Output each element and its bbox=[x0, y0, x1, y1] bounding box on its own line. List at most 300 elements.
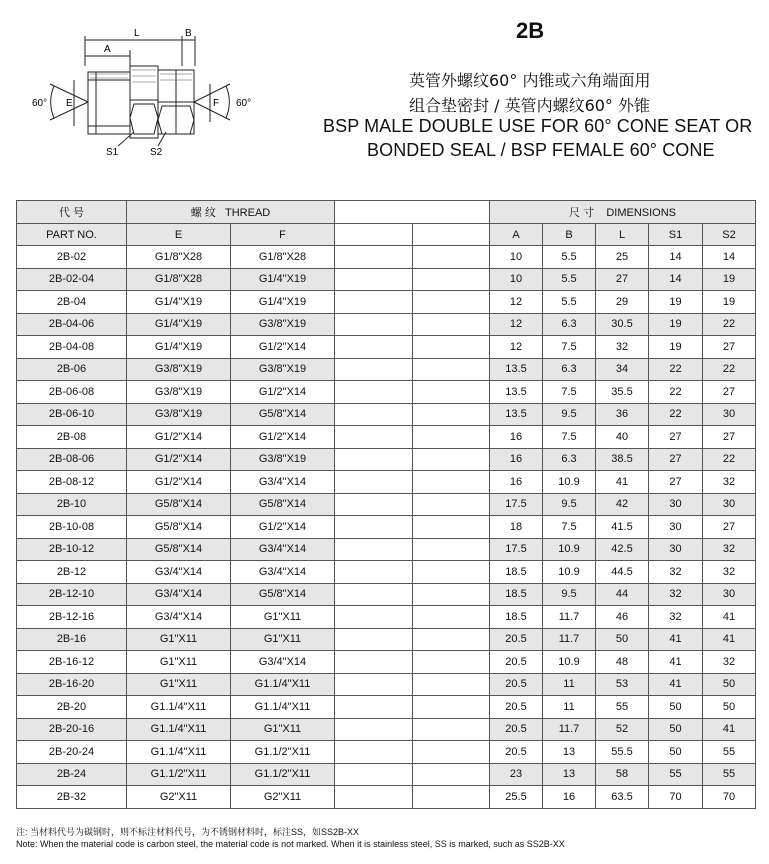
empty-cell bbox=[413, 291, 490, 314]
thread-f-cell: G5/8"X14 bbox=[231, 583, 335, 606]
dim-b-cell: 6.3 bbox=[543, 358, 596, 381]
thread-e-cell: G2"X11 bbox=[127, 786, 231, 809]
part-no-cell: 2B-08 bbox=[17, 426, 127, 449]
dim-s1-cell: 19 bbox=[649, 313, 703, 336]
dim-a-cell: 20.5 bbox=[490, 673, 543, 696]
dim-b-cell: 10.9 bbox=[543, 538, 596, 561]
empty-cell bbox=[413, 448, 490, 471]
empty-cell bbox=[335, 696, 413, 719]
thread-e-cell: G1/4"X19 bbox=[127, 291, 231, 314]
part-no-cell: 2B-02 bbox=[17, 246, 127, 269]
dim-b-cell: 10.9 bbox=[543, 471, 596, 494]
table-row bbox=[17, 628, 756, 651]
empty-cell bbox=[335, 448, 413, 471]
empty-cell bbox=[335, 313, 413, 336]
empty-cell bbox=[335, 561, 413, 584]
dim-b-cell: 9.5 bbox=[543, 403, 596, 426]
dim-a-cell: 16 bbox=[490, 448, 543, 471]
thread-f-cell: G2"X11 bbox=[231, 786, 335, 809]
dim-l-cell: 40 bbox=[596, 426, 649, 449]
dim-s1-cell: 14 bbox=[649, 246, 703, 269]
empty-cell bbox=[335, 718, 413, 741]
dim-s1-cell: 22 bbox=[649, 381, 703, 404]
table-row bbox=[17, 696, 756, 719]
thread-e-cell: G5/8"X14 bbox=[127, 538, 231, 561]
thread-f-cell: G3/8"X19 bbox=[231, 358, 335, 381]
empty-cell bbox=[413, 358, 490, 381]
dim-s1-cell: 32 bbox=[649, 606, 703, 629]
dim-b-cell: 6.3 bbox=[543, 448, 596, 471]
empty-cell bbox=[413, 471, 490, 494]
thread-e-cell: G1/4"X19 bbox=[127, 336, 231, 359]
thread-f-cell: G1/2"X14 bbox=[231, 336, 335, 359]
dim-l-cell: 55.5 bbox=[596, 741, 649, 764]
dim-a-cell: 16 bbox=[490, 426, 543, 449]
table-row bbox=[17, 493, 756, 516]
header-thread: 螺 纹 THREAD bbox=[127, 201, 335, 224]
dim-s2-cell: 27 bbox=[703, 381, 756, 404]
header-col-S1: S1 bbox=[649, 224, 703, 246]
dim-b-cell: 5.5 bbox=[543, 268, 596, 291]
dim-l-cell: 32 bbox=[596, 336, 649, 359]
empty-cell bbox=[413, 538, 490, 561]
dim-b-cell: 11.7 bbox=[543, 606, 596, 629]
dim-s1-cell: 27 bbox=[649, 471, 703, 494]
part-no-cell: 2B-08-06 bbox=[17, 448, 127, 471]
dim-s2-cell: 14 bbox=[703, 246, 756, 269]
table-row bbox=[17, 786, 756, 809]
dim-b-cell: 16 bbox=[543, 786, 596, 809]
empty-cell bbox=[335, 268, 413, 291]
dim-s1-cell: 27 bbox=[649, 426, 703, 449]
product-code: 2B bbox=[516, 18, 545, 43]
thread-e-cell: G1"X11 bbox=[127, 673, 231, 696]
table-row bbox=[17, 538, 756, 561]
part-no-cell: 2B-10-08 bbox=[17, 516, 127, 539]
thread-e-cell: G1/2"X14 bbox=[127, 448, 231, 471]
part-no-cell: 2B-10 bbox=[17, 493, 127, 516]
dim-b-cell: 13 bbox=[543, 741, 596, 764]
thread-f-cell: G1.1/2"X11 bbox=[231, 741, 335, 764]
thread-f-cell: G1/2"X14 bbox=[231, 426, 335, 449]
note-cn: 注: 当材料代号为碳钢时，则不标注材料代号，为不锈钢材料时，标注SS，如SS2B-XX bbox=[16, 827, 360, 837]
dim-s2-cell: 55 bbox=[703, 763, 756, 786]
empty-cell bbox=[335, 583, 413, 606]
dim-s2-cell: 27 bbox=[703, 336, 756, 359]
dim-a-cell: 17.5 bbox=[490, 493, 543, 516]
dim-s1-cell: 22 bbox=[649, 358, 703, 381]
header-col-L: L bbox=[596, 224, 649, 246]
title-cn-line2: 组合垫密封 / 英管内螺纹60° 外锥 bbox=[409, 96, 651, 115]
dim-b-cell: 9.5 bbox=[543, 583, 596, 606]
empty-cell bbox=[413, 763, 490, 786]
dim-a-cell: 18 bbox=[490, 516, 543, 539]
table-row bbox=[17, 448, 756, 471]
dim-b-cell: 7.5 bbox=[543, 336, 596, 359]
dim-a-cell: 25.5 bbox=[490, 786, 543, 809]
part-no-cell: 2B-06 bbox=[17, 358, 127, 381]
header-col-B: B bbox=[543, 224, 596, 246]
thread-f-cell: G1.1/2"X11 bbox=[231, 763, 335, 786]
thread-e-cell: G1/2"X14 bbox=[127, 426, 231, 449]
table-row bbox=[17, 313, 756, 336]
thread-e-cell: G3/4"X14 bbox=[127, 561, 231, 584]
empty-cell bbox=[413, 718, 490, 741]
dim-a-cell: 20.5 bbox=[490, 651, 543, 674]
part-no-cell: 2B-02-04 bbox=[17, 268, 127, 291]
dim-s1-cell: 50 bbox=[649, 696, 703, 719]
dim-b-cell: 9.5 bbox=[543, 493, 596, 516]
empty-cell bbox=[335, 403, 413, 426]
dim-s2-cell: 27 bbox=[703, 426, 756, 449]
empty-cell bbox=[413, 673, 490, 696]
empty-cell bbox=[335, 673, 413, 696]
part-no-cell: 2B-04 bbox=[17, 291, 127, 314]
thread-f-cell: G1.1/4"X11 bbox=[231, 696, 335, 719]
dim-b-cell: 5.5 bbox=[543, 246, 596, 269]
dim-b-cell: 10.9 bbox=[543, 561, 596, 584]
dim-s1-cell: 30 bbox=[649, 516, 703, 539]
dim-l-cell: 38.5 bbox=[596, 448, 649, 471]
dim-s1-cell: 27 bbox=[649, 448, 703, 471]
empty-cell bbox=[413, 561, 490, 584]
empty-cell bbox=[335, 628, 413, 651]
dim-a-cell: 18.5 bbox=[490, 561, 543, 584]
dim-A-label: A bbox=[104, 44, 111, 55]
part-no-cell: 2B-04-08 bbox=[17, 336, 127, 359]
table-row bbox=[17, 291, 756, 314]
dim-s2-cell: 70 bbox=[703, 786, 756, 809]
empty-cell bbox=[413, 628, 490, 651]
dim-s1-cell: 50 bbox=[649, 718, 703, 741]
empty-cell bbox=[335, 651, 413, 674]
thread-f-cell: G3/4"X14 bbox=[231, 471, 335, 494]
s2-label: S2 bbox=[150, 147, 163, 158]
table-row bbox=[17, 403, 756, 426]
empty-cell bbox=[413, 426, 490, 449]
thread-e-cell: G3/4"X14 bbox=[127, 606, 231, 629]
part-no-cell: 2B-04-06 bbox=[17, 313, 127, 336]
dim-l-cell: 30.5 bbox=[596, 313, 649, 336]
dim-l-cell: 55 bbox=[596, 696, 649, 719]
dim-s2-cell: 41 bbox=[703, 628, 756, 651]
header-empty-1 bbox=[335, 224, 413, 246]
dim-a-cell: 12 bbox=[490, 336, 543, 359]
table-row bbox=[17, 763, 756, 786]
empty-cell bbox=[413, 403, 490, 426]
table-row bbox=[17, 651, 756, 674]
note-en: Note: When the material code is carbon steel, the material code is not marked. When it is stainless steel, SS is marked, such as SS2B-XX bbox=[16, 839, 565, 849]
thread-f-cell: G1"X11 bbox=[231, 718, 335, 741]
table-row bbox=[17, 471, 756, 494]
empty-cell bbox=[335, 358, 413, 381]
thread-e-cell: G1/8"X28 bbox=[127, 268, 231, 291]
dim-s2-cell: 19 bbox=[703, 291, 756, 314]
part-no-cell: 2B-12-16 bbox=[17, 606, 127, 629]
table-row bbox=[17, 381, 756, 404]
thread-f-cell: G3/4"X14 bbox=[231, 651, 335, 674]
dim-a-cell: 20.5 bbox=[490, 741, 543, 764]
dim-l-cell: 46 bbox=[596, 606, 649, 629]
thread-f-cell: G3/4"X14 bbox=[231, 561, 335, 584]
dim-a-cell: 17.5 bbox=[490, 538, 543, 561]
empty-cell bbox=[413, 651, 490, 674]
part-no-cell: 2B-10-12 bbox=[17, 538, 127, 561]
dim-a-cell: 13.5 bbox=[490, 403, 543, 426]
empty-cell bbox=[335, 471, 413, 494]
s1-label: S1 bbox=[106, 147, 119, 158]
part-no-cell: 2B-16 bbox=[17, 628, 127, 651]
empty-cell bbox=[335, 291, 413, 314]
thread-e-cell: G1.1/4"X11 bbox=[127, 696, 231, 719]
dim-s1-cell: 70 bbox=[649, 786, 703, 809]
dim-a-cell: 10 bbox=[490, 246, 543, 269]
thread-f-cell: G1/4"X19 bbox=[231, 268, 335, 291]
empty-cell bbox=[335, 516, 413, 539]
dim-a-cell: 13.5 bbox=[490, 358, 543, 381]
dim-a-cell: 16 bbox=[490, 471, 543, 494]
dim-E-label: E bbox=[66, 98, 73, 109]
dim-L-label: L bbox=[134, 28, 140, 39]
dim-s2-cell: 50 bbox=[703, 696, 756, 719]
thread-f-cell: G3/4"X14 bbox=[231, 538, 335, 561]
thread-e-cell: G1.1/2"X11 bbox=[127, 763, 231, 786]
part-no-cell: 2B-06-10 bbox=[17, 403, 127, 426]
empty-cell bbox=[413, 313, 490, 336]
empty-cell bbox=[335, 786, 413, 809]
empty-cell bbox=[413, 786, 490, 809]
dim-l-cell: 48 bbox=[596, 651, 649, 674]
thread-f-cell: G5/8"X14 bbox=[231, 493, 335, 516]
dim-l-cell: 35.5 bbox=[596, 381, 649, 404]
part-no-cell: 2B-06-08 bbox=[17, 381, 127, 404]
dim-s1-cell: 22 bbox=[649, 403, 703, 426]
dim-l-cell: 63.5 bbox=[596, 786, 649, 809]
empty-cell bbox=[335, 336, 413, 359]
header-col-E: E bbox=[127, 224, 231, 246]
angle-right-label: 60° bbox=[236, 98, 252, 109]
dim-b-cell: 11.7 bbox=[543, 718, 596, 741]
spec-table bbox=[16, 200, 756, 809]
dim-a-cell: 18.5 bbox=[490, 606, 543, 629]
title-en-line1: BSP MALE DOUBLE USE FOR 60° CONE SEAT OR bbox=[323, 116, 753, 136]
dim-s1-cell: 41 bbox=[649, 628, 703, 651]
dim-b-cell: 11 bbox=[543, 696, 596, 719]
table-row bbox=[17, 718, 756, 741]
dim-a-cell: 18.5 bbox=[490, 583, 543, 606]
dim-b-cell: 11.7 bbox=[543, 628, 596, 651]
thread-e-cell: G1.1/4"X11 bbox=[127, 741, 231, 764]
dim-s1-cell: 14 bbox=[649, 268, 703, 291]
table-row bbox=[17, 673, 756, 696]
empty-cell bbox=[335, 493, 413, 516]
dim-l-cell: 42 bbox=[596, 493, 649, 516]
empty-cell bbox=[335, 426, 413, 449]
table-row bbox=[17, 358, 756, 381]
dim-s2-cell: 22 bbox=[703, 448, 756, 471]
thread-f-cell: G3/8"X19 bbox=[231, 448, 335, 471]
dim-l-cell: 42.5 bbox=[596, 538, 649, 561]
empty-cell bbox=[413, 336, 490, 359]
dim-l-cell: 34 bbox=[596, 358, 649, 381]
dim-s2-cell: 32 bbox=[703, 651, 756, 674]
empty-cell bbox=[335, 246, 413, 269]
dim-l-cell: 41 bbox=[596, 471, 649, 494]
dim-s1-cell: 50 bbox=[649, 741, 703, 764]
part-no-cell: 2B-20-16 bbox=[17, 718, 127, 741]
header-col-F: F bbox=[231, 224, 335, 246]
dim-s1-cell: 19 bbox=[649, 291, 703, 314]
thread-e-cell: G5/8"X14 bbox=[127, 516, 231, 539]
header-col-A: A bbox=[490, 224, 543, 246]
thread-f-cell: G1"X11 bbox=[231, 606, 335, 629]
thread-f-cell: G1/2"X14 bbox=[231, 516, 335, 539]
empty-cell bbox=[413, 381, 490, 404]
part-no-cell: 2B-24 bbox=[17, 763, 127, 786]
dim-B-label: B bbox=[185, 28, 192, 39]
thread-f-cell: G1"X11 bbox=[231, 628, 335, 651]
table-row bbox=[17, 583, 756, 606]
header-empty-2 bbox=[413, 224, 490, 246]
empty-cell bbox=[335, 538, 413, 561]
table-row bbox=[17, 336, 756, 359]
thread-e-cell: G3/4"X14 bbox=[127, 583, 231, 606]
dim-s2-cell: 30 bbox=[703, 493, 756, 516]
dim-a-cell: 20.5 bbox=[490, 696, 543, 719]
table-row bbox=[17, 426, 756, 449]
empty-cell bbox=[413, 493, 490, 516]
thread-e-cell: G5/8"X14 bbox=[127, 493, 231, 516]
empty-cell bbox=[413, 583, 490, 606]
dim-b-cell: 7.5 bbox=[543, 381, 596, 404]
header-part-no: PART NO. bbox=[17, 224, 127, 246]
dim-l-cell: 53 bbox=[596, 673, 649, 696]
dim-a-cell: 13.5 bbox=[490, 381, 543, 404]
part-no-cell: 2B-08-12 bbox=[17, 471, 127, 494]
thread-f-cell: G1/2"X14 bbox=[231, 381, 335, 404]
empty-cell bbox=[335, 606, 413, 629]
thread-f-cell: G3/8"X19 bbox=[231, 313, 335, 336]
thread-e-cell: G1"X11 bbox=[127, 628, 231, 651]
title-en-line2: BONDED SEAL / BSP FEMALE 60° CONE bbox=[367, 140, 715, 160]
part-no-cell: 2B-16-20 bbox=[17, 673, 127, 696]
dim-b-cell: 10.9 bbox=[543, 651, 596, 674]
dim-s2-cell: 30 bbox=[703, 403, 756, 426]
dim-s1-cell: 30 bbox=[649, 538, 703, 561]
empty-cell bbox=[413, 246, 490, 269]
dim-b-cell: 11 bbox=[543, 673, 596, 696]
dim-a-cell: 20.5 bbox=[490, 628, 543, 651]
dim-s2-cell: 32 bbox=[703, 561, 756, 584]
thread-e-cell: G1/4"X19 bbox=[127, 313, 231, 336]
dim-l-cell: 44.5 bbox=[596, 561, 649, 584]
dim-s2-cell: 41 bbox=[703, 606, 756, 629]
dim-s2-cell: 32 bbox=[703, 538, 756, 561]
dim-s1-cell: 41 bbox=[649, 673, 703, 696]
dim-l-cell: 25 bbox=[596, 246, 649, 269]
empty-cell bbox=[413, 696, 490, 719]
table-row bbox=[17, 741, 756, 764]
thread-f-cell: G5/8"X14 bbox=[231, 403, 335, 426]
dim-a-cell: 10 bbox=[490, 268, 543, 291]
dim-s2-cell: 50 bbox=[703, 673, 756, 696]
thread-e-cell: G1/8"X28 bbox=[127, 246, 231, 269]
header-dimensions: 尺 寸 DIMENSIONS bbox=[490, 201, 756, 224]
header-empty bbox=[335, 201, 490, 224]
dim-a-cell: 20.5 bbox=[490, 718, 543, 741]
dim-a-cell: 23 bbox=[490, 763, 543, 786]
dim-l-cell: 27 bbox=[596, 268, 649, 291]
dim-l-cell: 52 bbox=[596, 718, 649, 741]
dim-s2-cell: 30 bbox=[703, 583, 756, 606]
empty-cell bbox=[413, 606, 490, 629]
dim-s2-cell: 22 bbox=[703, 358, 756, 381]
table-row bbox=[17, 268, 756, 291]
dim-b-cell: 7.5 bbox=[543, 516, 596, 539]
dim-s1-cell: 32 bbox=[649, 561, 703, 584]
dim-s1-cell: 30 bbox=[649, 493, 703, 516]
dim-s2-cell: 22 bbox=[703, 313, 756, 336]
empty-cell bbox=[413, 741, 490, 764]
dim-s2-cell: 27 bbox=[703, 516, 756, 539]
part-no-cell: 2B-12-10 bbox=[17, 583, 127, 606]
dim-b-cell: 5.5 bbox=[543, 291, 596, 314]
dim-a-cell: 12 bbox=[490, 291, 543, 314]
thread-e-cell: G3/8"X19 bbox=[127, 381, 231, 404]
empty-cell bbox=[335, 381, 413, 404]
header-col-S2: S2 bbox=[703, 224, 756, 246]
empty-cell bbox=[413, 516, 490, 539]
dim-s2-cell: 19 bbox=[703, 268, 756, 291]
empty-cell bbox=[335, 741, 413, 764]
dim-b-cell: 7.5 bbox=[543, 426, 596, 449]
fitting-drawing bbox=[30, 22, 270, 162]
part-no-cell: 2B-20 bbox=[17, 696, 127, 719]
table-row bbox=[17, 606, 756, 629]
part-no-cell: 2B-12 bbox=[17, 561, 127, 584]
dim-b-cell: 6.3 bbox=[543, 313, 596, 336]
dim-s2-cell: 55 bbox=[703, 741, 756, 764]
empty-cell bbox=[413, 268, 490, 291]
dim-l-cell: 41.5 bbox=[596, 516, 649, 539]
table-row bbox=[17, 246, 756, 269]
dim-s2-cell: 32 bbox=[703, 471, 756, 494]
dim-l-cell: 44 bbox=[596, 583, 649, 606]
dim-l-cell: 36 bbox=[596, 403, 649, 426]
table-row bbox=[17, 516, 756, 539]
title-cn-line1: 英管外螺纹60° 内锥或六角端面用 bbox=[409, 71, 651, 90]
dim-l-cell: 29 bbox=[596, 291, 649, 314]
dim-l-cell: 58 bbox=[596, 763, 649, 786]
thread-e-cell: G3/8"X19 bbox=[127, 403, 231, 426]
thread-f-cell: G1/8"X28 bbox=[231, 246, 335, 269]
dim-a-cell: 12 bbox=[490, 313, 543, 336]
part-no-cell: 2B-16-12 bbox=[17, 651, 127, 674]
part-no-cell: 2B-32 bbox=[17, 786, 127, 809]
thread-e-cell: G1"X11 bbox=[127, 651, 231, 674]
dim-s1-cell: 41 bbox=[649, 651, 703, 674]
empty-cell bbox=[335, 763, 413, 786]
thread-f-cell: G1.1/4"X11 bbox=[231, 673, 335, 696]
thread-e-cell: G3/8"X19 bbox=[127, 358, 231, 381]
table-row bbox=[17, 561, 756, 584]
dim-s1-cell: 19 bbox=[649, 336, 703, 359]
part-no-cell: 2B-20-24 bbox=[17, 741, 127, 764]
thread-e-cell: G1.1/4"X11 bbox=[127, 718, 231, 741]
angle-left-label: 60° bbox=[32, 98, 48, 109]
dim-s2-cell: 41 bbox=[703, 718, 756, 741]
thread-f-cell: G1/4"X19 bbox=[231, 291, 335, 314]
